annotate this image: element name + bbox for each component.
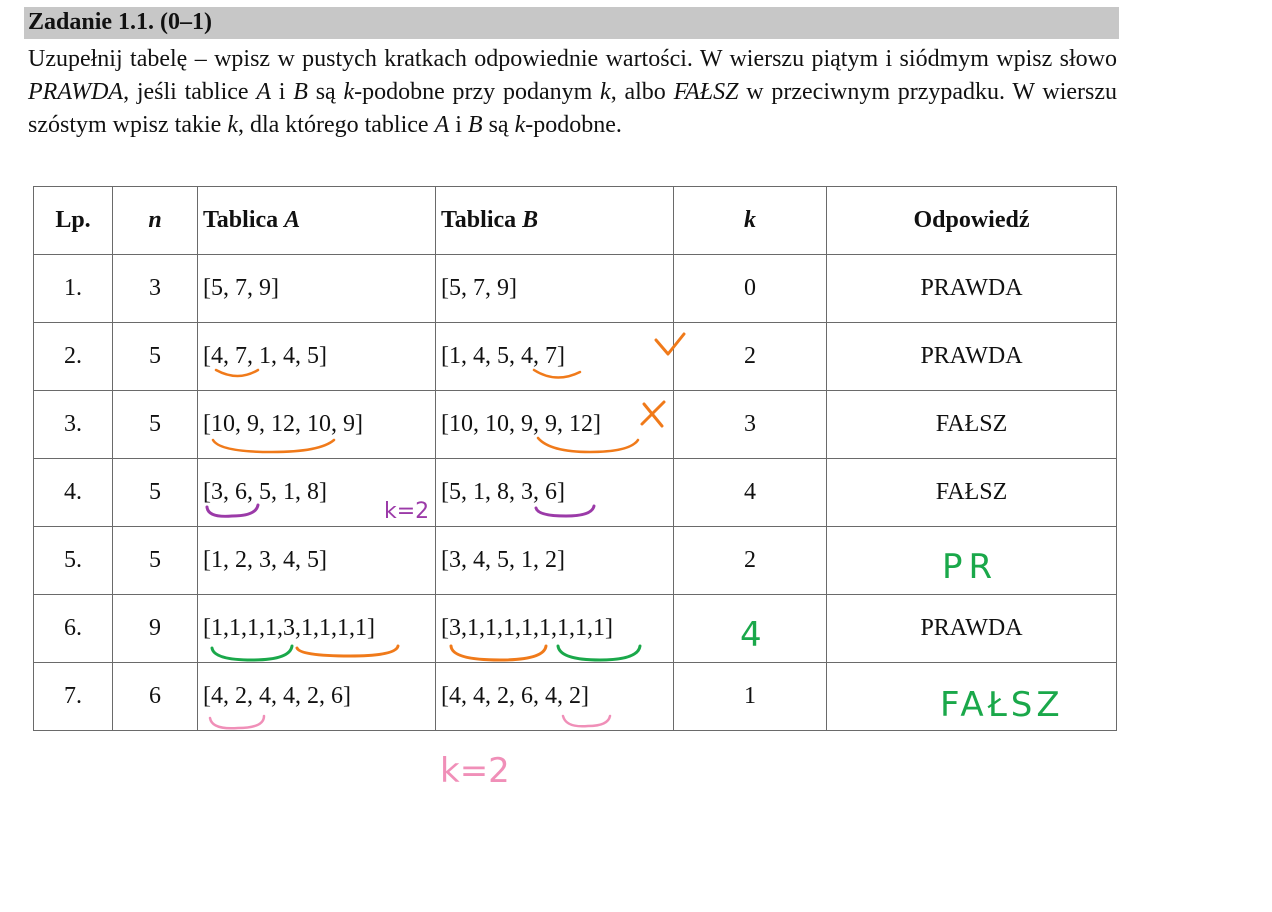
cell-tablica-a: [1, 2, 3, 4, 5]: [198, 527, 436, 595]
cell-tablica-b: [5, 7, 9]: [436, 255, 674, 323]
header-n: n: [113, 187, 198, 255]
cell-n: 6: [113, 663, 198, 731]
cell-lp: 4.: [34, 459, 113, 527]
header-k: k: [674, 187, 827, 255]
cell-tablica-a: [4, 2, 4, 4, 2, 6]: [198, 663, 436, 731]
table-row: [34, 663, 1117, 731]
cell-k: 2: [674, 527, 827, 595]
cell-k: 4: [674, 459, 827, 527]
note-k2-bottom: k=2: [440, 751, 510, 791]
handwritten-answer-row7: FAŁSZ: [940, 685, 1064, 725]
cell-k: 0: [674, 255, 827, 323]
cell-k: 2: [674, 323, 827, 391]
cell-tablica-b: [5, 1, 8, 3, 6]: [436, 459, 674, 527]
cell-answer: FAŁSZ: [827, 459, 1117, 527]
cell-n: 5: [113, 459, 198, 527]
cell-k: 3: [674, 391, 827, 459]
table-row: [34, 459, 1117, 527]
cell-lp: 6.: [34, 595, 113, 663]
cell-n: 5: [113, 323, 198, 391]
task-header: [24, 7, 1119, 39]
handwritten-k-row6: 4: [740, 615, 762, 655]
cell-n: 9: [113, 595, 198, 663]
table-row: [34, 323, 1117, 391]
cell-tablica-a: [10, 9, 12, 10, 9]: [198, 391, 436, 459]
note-k2-row4: k=2: [384, 499, 430, 524]
cell-answer: FAŁSZ: [827, 391, 1117, 459]
cell-n: 5: [113, 527, 198, 595]
table-row: [34, 255, 1117, 323]
handwritten-answer-row5: PR: [942, 547, 999, 587]
table-header-row: [34, 187, 1117, 255]
task-instructions: Uzupełnij tabelę – wpisz w pustych kratkach odpowiednie wartości. W wierszu piątym i siódmym wpisz słowo PRAWDA, jeśli tablice A i B są k-podobne przy podanym k, albo FAŁSZ w przeciwnym przypadku. W wierszu szóstym wpisz takie k, dla którego tablice A i B są k-podobne.: [28, 46, 1118, 138]
cell-answer-blank[interactable]: [827, 527, 1117, 595]
cell-tablica-b: [1, 4, 5, 4, 7]: [436, 323, 674, 391]
header-lp: Lp.: [34, 187, 113, 255]
cell-k-blank[interactable]: [674, 595, 827, 663]
cell-answer: PRAWDA: [827, 323, 1117, 391]
cell-lp: 3.: [34, 391, 113, 459]
cell-tablica-a: [5, 7, 9]: [198, 255, 436, 323]
cell-lp: 2.: [34, 323, 113, 391]
cell-answer-blank[interactable]: [827, 663, 1117, 731]
cell-n: 5: [113, 391, 198, 459]
cell-lp: 1.: [34, 255, 113, 323]
cell-n: 3: [113, 255, 198, 323]
cell-tablica-b: [3,1,1,1,1,1,1,1,1]: [436, 595, 674, 663]
cell-tablica-b: [10, 10, 9, 9, 12]: [436, 391, 674, 459]
cell-lp: 7.: [34, 663, 113, 731]
table-row: [34, 391, 1117, 459]
cell-tablica-b: [4, 4, 2, 6, 4, 2]: [436, 663, 674, 731]
table-row: [34, 595, 1117, 663]
task-title: Zadanie 1.1. (0–1): [28, 9, 213, 35]
cell-lp: 5.: [34, 527, 113, 595]
answer-table: [33, 186, 1117, 731]
header-tablica-b: Tablica B: [436, 187, 674, 255]
header-tablica-a: Tablica A: [198, 187, 436, 255]
cell-tablica-b: [3, 4, 5, 1, 2]: [436, 527, 674, 595]
header-odpowiedz: Odpowiedź: [827, 187, 1117, 255]
cell-tablica-a: [4, 7, 1, 4, 5]: [198, 323, 436, 391]
cell-answer: PRAWDA: [827, 595, 1117, 663]
cell-answer: PRAWDA: [827, 255, 1117, 323]
cell-tablica-a: [1,1,1,1,3,1,1,1,1]: [198, 595, 436, 663]
cell-tablica-a: [3, 6, 5, 1, 8]: [198, 459, 436, 527]
cell-k: 1: [674, 663, 827, 731]
table-row: [34, 527, 1117, 595]
